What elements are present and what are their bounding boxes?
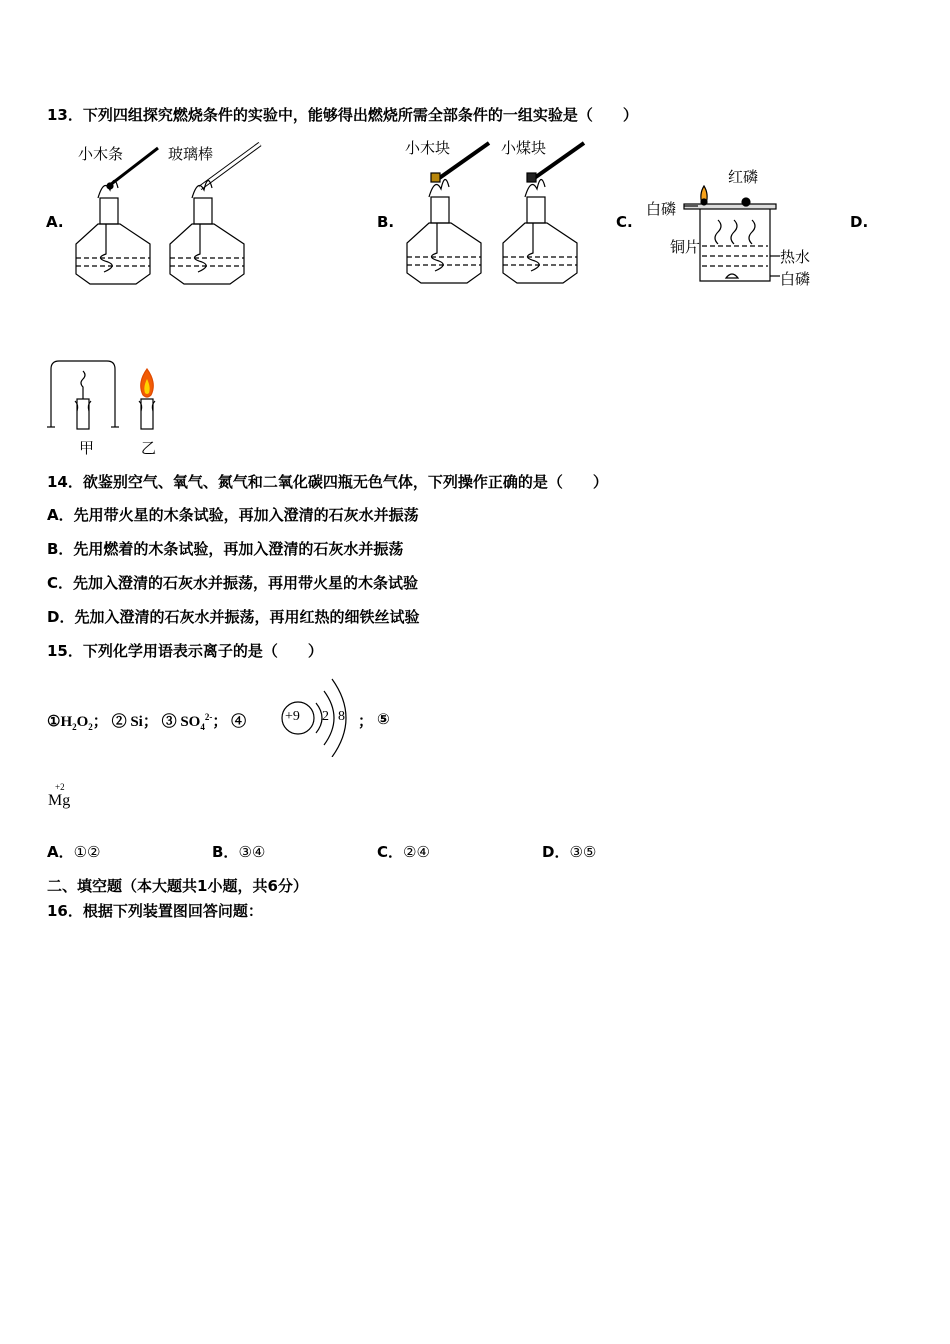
q15-option-d	[542, 841, 596, 862]
fluorine-atom-structure	[278, 673, 358, 757]
label-small-stick: 小木条	[78, 145, 124, 163]
q15-option-c-letter: C．	[377, 843, 404, 861]
shell1-electrons: 2	[322, 709, 329, 724]
item3-sup: 2-	[204, 712, 213, 722]
q15-option-c	[377, 841, 430, 862]
q13-option-b-letter: B.	[377, 213, 395, 231]
q15-option-c-value: ②④	[403, 843, 430, 861]
mg-valence: +2	[55, 782, 65, 792]
shell2-electrons: 8	[338, 709, 345, 724]
q15-items-row	[47, 710, 246, 732]
q13-figure-c	[640, 160, 840, 290]
q15-option-a	[47, 841, 101, 862]
q14-option-b: B．先用燃着的木条试验，再加入澄清的石灰水并振荡	[47, 540, 404, 558]
item4-sep: ；	[358, 712, 374, 730]
alcohol-lamps-b	[403, 135, 603, 290]
item5-mark: ⑤	[377, 710, 390, 728]
item1-o: O	[76, 714, 89, 730]
item1-h: H	[60, 714, 73, 730]
label-small-wood-block: 小木块	[405, 139, 451, 157]
item3-mark: ③ SO	[161, 714, 201, 730]
item4-mark: ④	[231, 714, 247, 730]
beaker-setup-c	[640, 160, 840, 290]
q16-stem: 16．根据下列装置图回答问题：	[47, 902, 263, 920]
q15-option-b-value: ③④	[238, 843, 266, 861]
mg-symbol: Mg	[48, 792, 71, 809]
label-small-coal-block: 小煤块	[501, 139, 547, 157]
label-glass-rod: 玻璃棒	[168, 145, 214, 163]
q13-option-d-letter: D.	[850, 213, 869, 231]
item1-sub1: 2	[72, 722, 77, 732]
q15-option-d-value: ③⑤	[569, 843, 597, 861]
q13-figure-d	[45, 355, 175, 463]
item1-sep: ；	[92, 714, 108, 730]
label-red-phosphorus: 红磷	[728, 168, 759, 186]
q15-option-b	[212, 841, 265, 862]
label-hot-water: 热水	[780, 248, 811, 266]
q15-option-a-value: ①②	[73, 843, 101, 861]
item2: ② Si；	[111, 714, 158, 730]
q13-option-c-letter: C.	[616, 213, 633, 231]
q14-stem: 14．欲鉴别空气、氧气、氮气和二氧化碳四瓶无色气体，下列操作正确的是（ ）	[47, 473, 608, 491]
label-white-phosphorus-bottom: 白磷	[780, 270, 811, 288]
section2-title: 二、填空题（本大题共1小题，共6分）	[47, 877, 308, 895]
item3-sep: ；	[212, 714, 228, 730]
q15-option-a-letter: A．	[47, 843, 74, 861]
q14-option-d: D．先加入澄清的石灰水并振荡，再用红热的细铁丝试验	[47, 608, 420, 626]
q15-option-d-letter: D．	[542, 843, 570, 861]
label-copper-plate: 铜片	[670, 238, 701, 256]
q13-figure-a	[70, 140, 280, 290]
q15-option-b-letter: B．	[212, 843, 239, 861]
label-jia: 甲	[79, 439, 95, 457]
label-yi: 乙	[141, 439, 157, 457]
q14-option-a: A．先用带火星的木条试验，再加入澄清的石灰水并振荡	[47, 506, 419, 524]
q13-stem: 13．下列四组探究燃烧条件的实验中，能够得出燃烧所需全部条件的一组实验是（ ）	[47, 106, 638, 124]
q15-stem: 15．下列化学用语表示离子的是（ ）	[47, 642, 323, 660]
item3-sub: 4	[200, 722, 205, 732]
nucleus-charge: +9	[285, 709, 300, 724]
q13-figure-b	[403, 135, 603, 290]
label-white-phosphorus-top: 白磷	[646, 200, 677, 218]
item1-mark: ①	[47, 714, 61, 730]
q14-option-c: C．先加入澄清的石灰水并振荡，再用带火星的木条试验	[47, 574, 419, 592]
item1-sub2: 2	[88, 722, 93, 732]
alcohol-lamps-a	[70, 140, 280, 290]
q13-option-a-letter: A.	[46, 213, 64, 231]
